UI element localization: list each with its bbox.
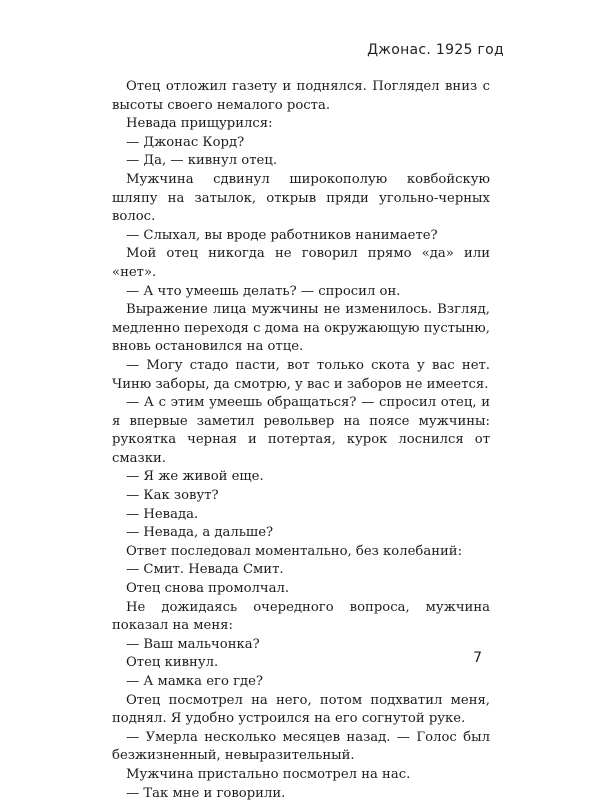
paragraph: — Джонас Корд? [126, 134, 245, 150]
paragraph: — Слыхал, вы вроде работников нанимаете? [126, 227, 438, 243]
paragraph: Ответ последовал моментально, без колебаний: [126, 543, 463, 559]
page-number: 7 [473, 650, 482, 666]
paragraph: — А мамка его где? [126, 674, 263, 689]
running-header: Джонас. 1925 год [367, 42, 504, 58]
paragraph: — Да, — кивнул отец. [126, 153, 278, 169]
paragraph: — А с этим умеешь обращаться? — спросил отец, и я впервые заметил револьвер на поясе мужчины: рукоятка черная и потертая, курок лоснился от смазки. [112, 395, 490, 466]
paragraph: — Ваш мальчонка? [126, 636, 260, 652]
paragraph: Отец кивнул. [126, 655, 219, 671]
paragraph: Не дожидаясь очередного вопроса, мужчина показал на меня: [112, 599, 490, 634]
paragraph: — Так мне и говорили. [126, 785, 286, 801]
paragraph: — А что умеешь делать? — спросил он. [126, 283, 401, 299]
paragraph: — Могу стадо пасти, вот только скота у вас нет. Чиню заборы, да смотрю, у вас и заборов не имеется. [112, 357, 490, 392]
paragraph: Выражение лица мужчины не изменилось. Взгляд, медленно переходя с дома на окружающую пустыню, вновь остановился на отце. [112, 302, 490, 355]
paragraph: Невада прищурился: [126, 116, 273, 132]
paragraph: Мужчина сдвинул широкополую ковбойскую шляпу на затылок, открыв пряди угольно-черных волос. [112, 171, 490, 225]
paragraph: Отец отложил газету и поднялся. Поглядел вниз с высоты своего немалого роста. [112, 79, 490, 113]
paragraph: — Смит. Невада Смит. [126, 562, 284, 578]
paragraph: Мой отец никогда не говорил прямо «да» или «нет». [112, 246, 490, 280]
paragraph: — Невада. [126, 506, 199, 522]
body-text [112, 78, 490, 803]
paragraph: Отец снова промолчал. [126, 581, 290, 597]
paragraph: — Я же живой еще. [126, 469, 264, 485]
paragraph: — Как зовут? [126, 488, 219, 504]
paragraph: — Невада, а дальше? [126, 525, 274, 541]
paragraph: — Умерла несколько месяцев назад. — Голос был безжизненный, невыразительный. [112, 729, 490, 764]
paragraph: Отец посмотрел на него, потом подхватил меня, поднял. Я удобно устроился на его согнутой руке. [112, 692, 490, 727]
paragraph: Мужчина пристально посмотрел на нас. [126, 766, 411, 782]
